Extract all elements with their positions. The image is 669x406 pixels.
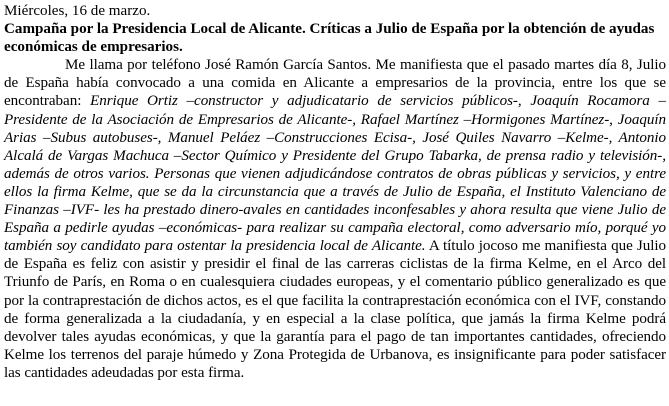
- entry-date: Miércoles, 16 de marzo.: [4, 3, 151, 19]
- body-attendees: Enrique Ortiz –constructor y adjudicatario de servicios públicos-, Joaquín Rocamora –Presidente de la Asociación de Empresarios de Alicante-, Rafael Martínez –Hormigones Martínez-, Joaquín Arias –Subus autobuses-, Manuel Peláez –Construcciones Ecisa-, José Quiles Navarro –Kelme-, Antonio Alcalá de Vargas Machuca –Sector Químico y Presidente del Grupo Tabarka, de prensa radio y televisión-, además de otros varios. Personas que vienen adjudicándose contratos de obras públicas y servicios, y entre ellos la firma Kelme, que se da la circunstancia que a través de Julio de España, el Instituto Valenciano de Finanzas –IVF- les ha prestado dinero-avales en cantidades inconfesables y ahora resulta que viene Julio de España a pedirle ayudas –económicas- para realizar su campaña electoral, como adversario mío, porqué yo también soy candidato para ostentar la presidencia local de Alicante.: [4, 93, 666, 255]
- body-intro: Me llama por teléfono José Ramón García Santos. Me manifiesta que el pasado martes día 8, Julio de España había convocado a una comida en Alicante a empresarios de la provincia, entre los que se encontraban:: [4, 57, 666, 110]
- entry-body: [4, 56, 666, 382]
- entry-headline: Campaña por la Presidencia Local de Alicante. Críticas a Julio de España por la obtención de ayudas económicas de empresarios.: [4, 21, 655, 56]
- body-closing: A título jocoso me manifiesta que Julio de España es feliz con asistir y presidir el final de las carreras ciclistas de la firma Kelme, en el Arco del Triunfo de París, en Roma o en cualesquiera ciudades europeas, y el comentario público generalizado es que por la contraprestación de dichos actos, es el que facilita la contraprestación económica con el IVF, constando de forma generalizada a la ciudadanía, y en especial a la clase política, que jamás la firma Kelme podrá devolver tales ayudas económicas, y que la garantía para el pago de tan importantes cantidades, ofreciendo Kelme los terrenos del paraje húmedo y Zona Protegida de Urbanova, es insignificante para poder satisfacer las cantidades adeudadas por esta firma.: [4, 238, 666, 381]
